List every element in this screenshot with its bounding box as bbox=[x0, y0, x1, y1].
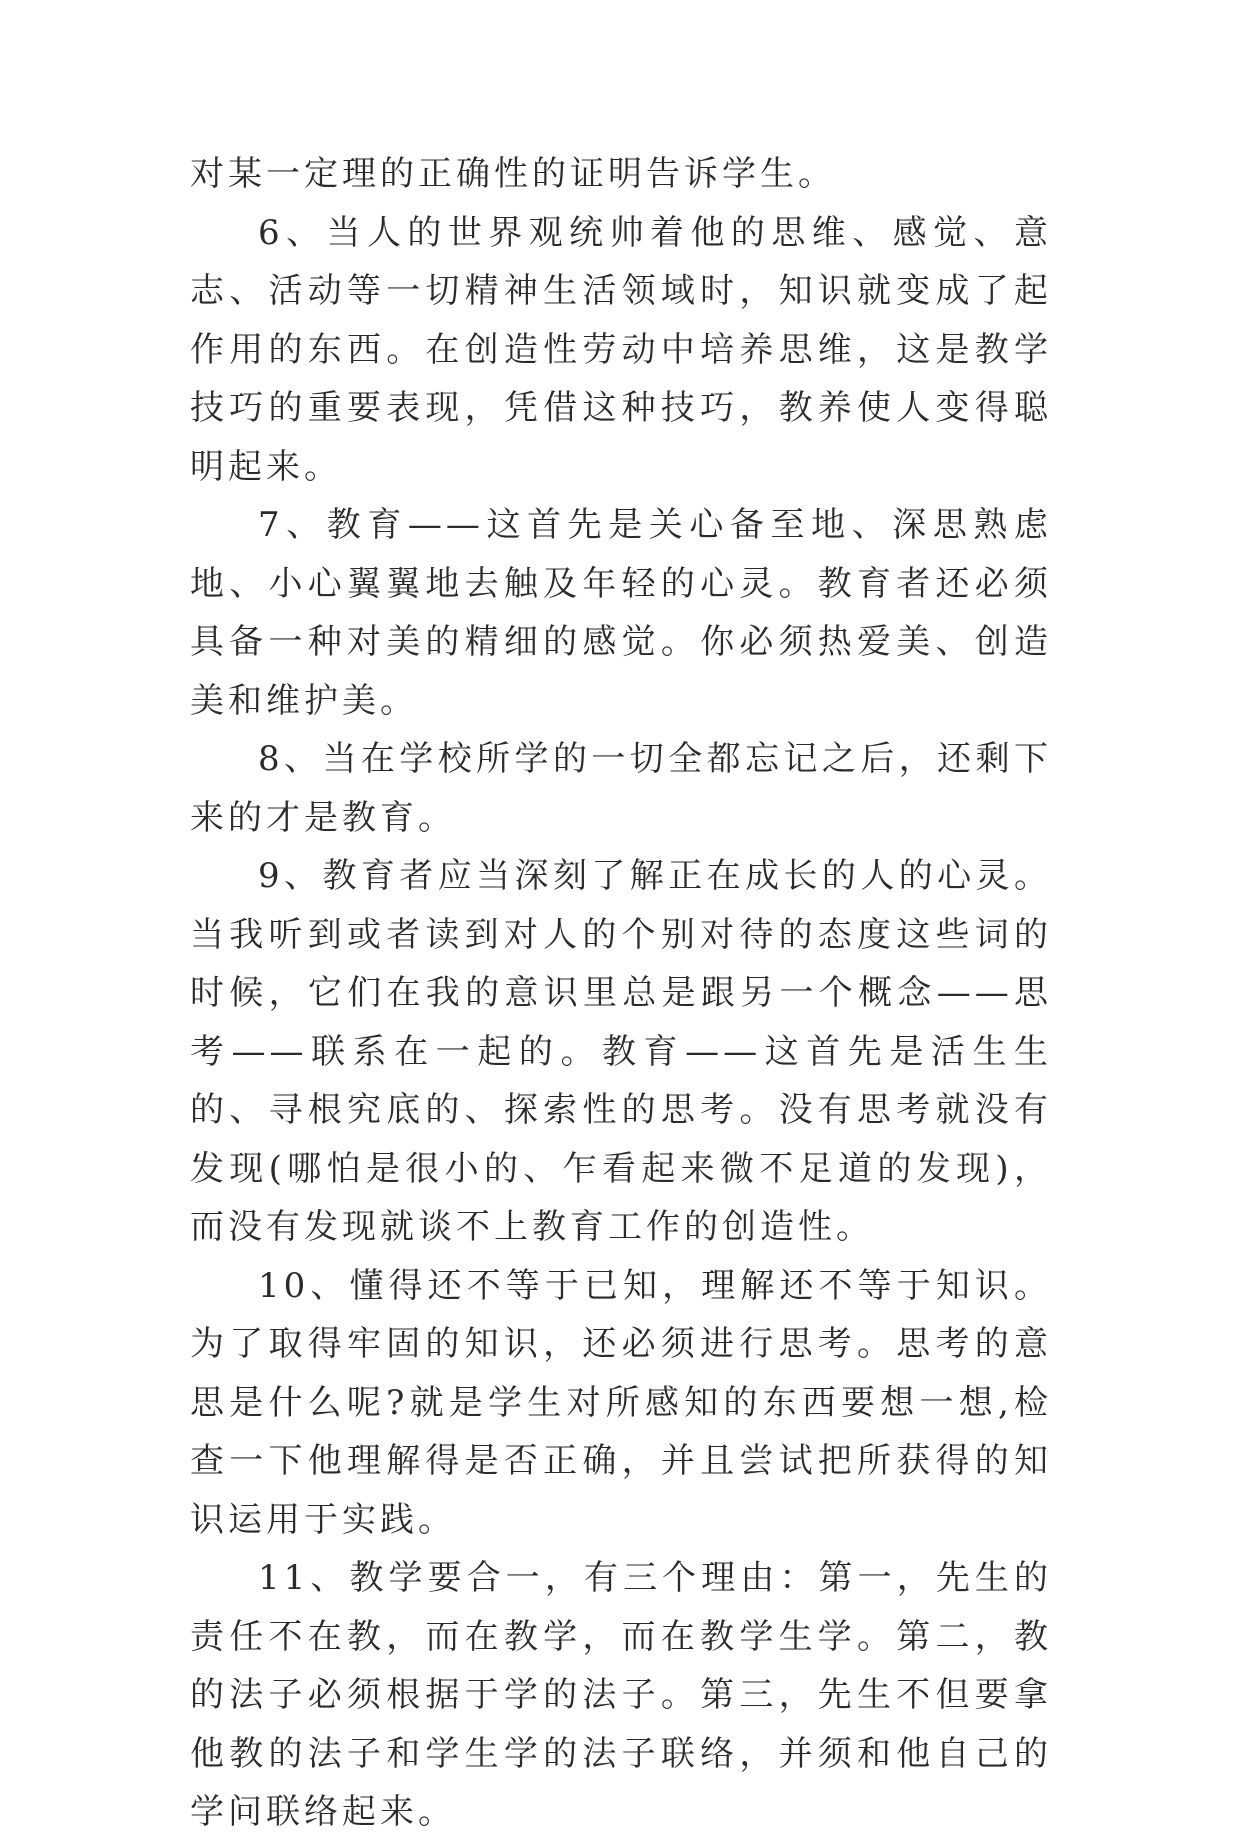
paragraph-6: 6、当人的世界观统帅着他的思维、感觉、意志、活动等一切精神生活领域时，知识就变成了起作用的东西。在创造性劳动中培养思维，这是教学技巧的重要表现，凭借这种技巧，教养使人变得聪明起来。 bbox=[190, 212, 1052, 487]
paragraph-11: 11、教学要合一，有三个理由：第一，先生的责任不在教，而在教学，而在教学生学。第二，教的法子必须根据于学的法子。第三，先生不但要拿他教的法子和学生学的法子联络，并须和他自己的学问联络起来。 bbox=[190, 1558, 1052, 1832]
paragraph-10: 10、懂得还不等于已知，理解还不等于知识。为了取得牢固的知识，还必须进行思考。思考的意思是什么呢?就是学生对所感知的东西要想一想,检查一下他理解得是否正确，并且尝试把所获得的知识运用于实践。 bbox=[190, 1265, 1052, 1540]
paragraph-continuation: 对某一定理的正确性的证明告诉学生。 bbox=[190, 154, 836, 194]
paragraph-8: 8、当在学校所学的一切全都忘记之后，还剩下来的才是教育。 bbox=[190, 739, 1052, 838]
paragraph-7: 7、教育——这首先是关心备至地、深思熟虑地、小心翼翼地去触及年轻的心灵。教育者还必须具备一种对美的精细的感觉。你必须热爱美、创造美和维护美。 bbox=[190, 505, 1052, 721]
paragraph-9: 9、教育者应当深刻了解正在成长的人的心灵。当我听到或者读到对人的个别对待的态度这些词的时候，它们在我的意识里总是跟另一个概念——思考——联系在一起的。教育——这首先是活生生的、寻根究底的、探索性的思考。没有思考就没有发现(哪怕是很小的、乍看起来微不足道的发现)，而没有发现就谈不上教育工作的创造性。 bbox=[190, 856, 1052, 1247]
document-page bbox=[190, 145, 1052, 1842]
